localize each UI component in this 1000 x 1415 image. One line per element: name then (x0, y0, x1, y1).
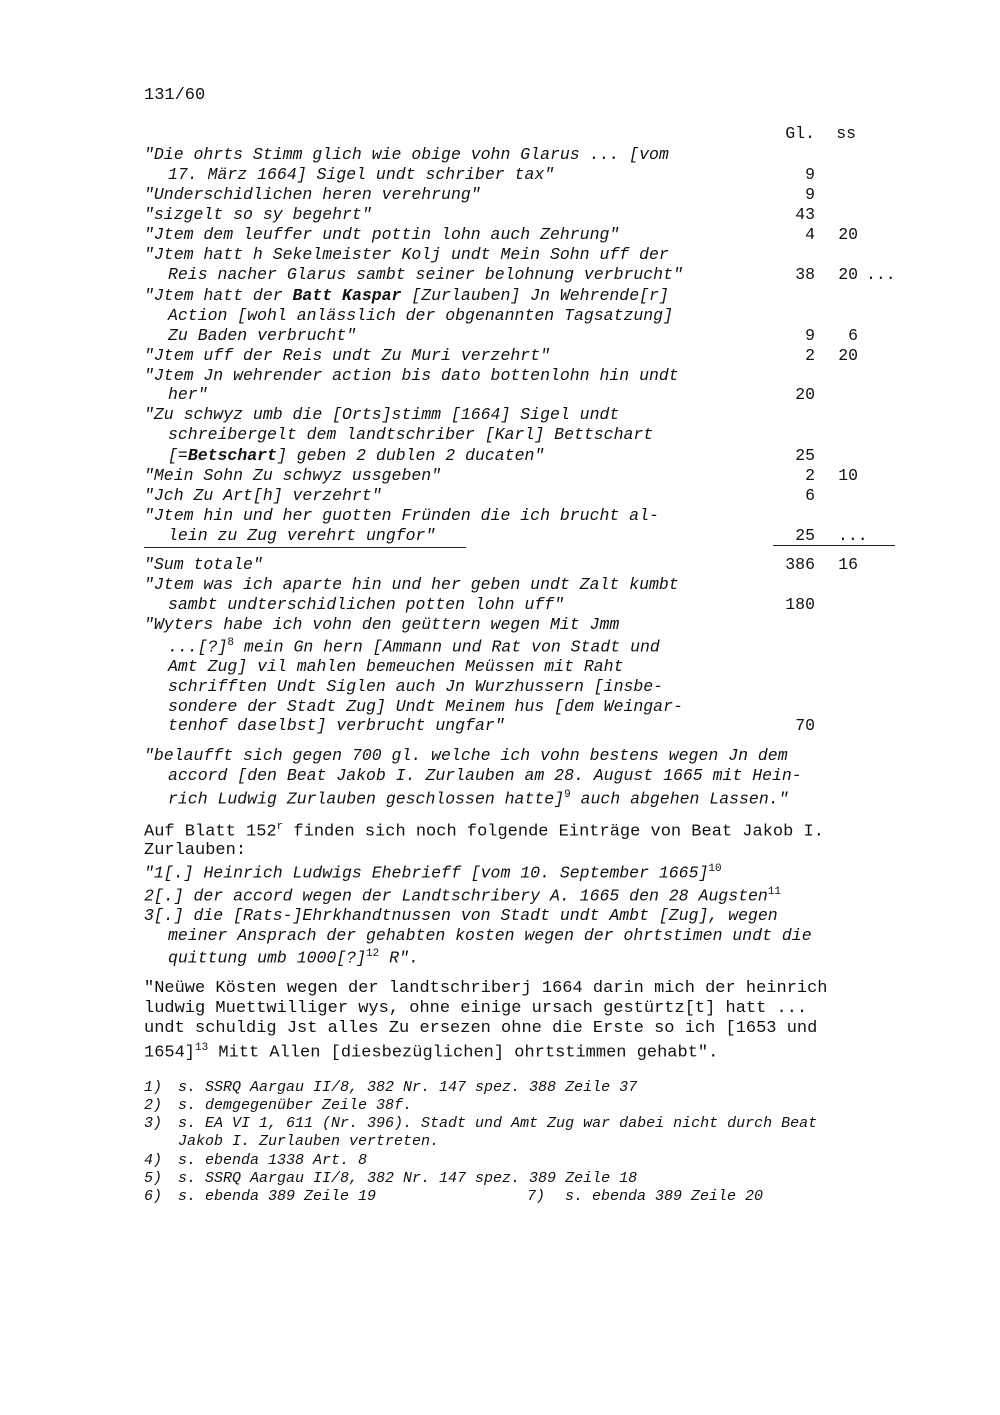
entry-line: "Jtem dem leuffer undt pottin lohn auch Zehrung" (144, 225, 620, 244)
quote-text: rich Ludwig Zurlauben geschlossen hatte] (168, 789, 565, 809)
entry-line: schreibergelt dem landtschriber [Karl] Bettschart (168, 425, 654, 444)
entry-line: schrifften Undt Siglen auch Jn Wurzhussern [insbe- (168, 677, 664, 696)
entry-text: ] geben 2 dublen 2 ducaten" (276, 446, 545, 465)
footnote-ref: 8 (227, 637, 235, 649)
footnote-ref: 11 (767, 886, 782, 898)
entry-line: "Jtem uff der Reis undt Zu Muri verzehrt" (144, 346, 550, 365)
list-item-text: quittung umb 1000[?] (168, 948, 367, 968)
sum-total-ss: 16 (838, 555, 858, 574)
quote-text: auch abgehen Lassen." (570, 789, 789, 809)
footnote-number: 6) (144, 1188, 163, 1205)
entry-line: sambt undterschidlichen potten lohn uff" (168, 595, 565, 614)
list-item-text: "1[.] Heinrich Ludwigs Ehebrieff [vom 10. September 1665] (144, 863, 709, 883)
entry-ss: 20 (838, 225, 858, 244)
entry-gl: 4 (805, 225, 815, 244)
footnote-number: 5) (144, 1170, 163, 1187)
entry-gl: 9 (805, 326, 815, 345)
footnote-number: 4) (144, 1152, 163, 1169)
footnote-number: 2) (144, 1097, 163, 1114)
superscript: r (276, 821, 284, 833)
entry-ellipsis: ... (866, 265, 896, 284)
entry-line: lein zu Zug verehrt ungfor" (168, 526, 436, 545)
list-item (144, 886, 781, 906)
entry-line: Action [wohl anlässlich der obgenannten Tagsatzung] (168, 306, 673, 325)
page-number: 131/60 (144, 86, 206, 105)
entry-gl: 9 (805, 185, 815, 204)
column-header-gl: Gl. (785, 124, 815, 143)
entry-line: Reis nacher Glarus sambt seiner belohnung verbrucht" (168, 265, 683, 284)
footnote-text: s. SSRQ Aargau II/8, 382 Nr. 147 spez. 388 Zeile 37 (178, 1079, 638, 1096)
entry-ss: 10 (838, 466, 858, 485)
entry-line: "Mein Sohn Zu schwyz ussgeben" (144, 466, 442, 485)
footnote-number: 7) (527, 1188, 546, 1205)
list-item-text: 2[.] der accord wegen der Landtschribery A. 1665 den 28 Augsten (144, 886, 768, 906)
entry-line: Zu Baden verbrucht" (168, 326, 357, 345)
footnote-text: s. demgegenüber Zeile 38f. (178, 1097, 413, 1114)
entry-gl: 6 (805, 486, 815, 505)
quote-line (168, 789, 789, 809)
paragraph-text: 1654] (144, 1043, 196, 1063)
entry-line: "Jtem was ich aparte hin und her geben undt Zalt kumbt (144, 575, 679, 594)
footnote-ref: 12 (366, 948, 380, 960)
entry-bold-name: Betschart (187, 446, 277, 465)
column-header-ss: ss (836, 124, 856, 143)
footnote-text: s. ebenda 1338 Art. 8 (178, 1152, 368, 1169)
paragraph-text: finden sich noch folgende Einträge von Beat Jakob I. (283, 822, 824, 842)
footnote-text: Jakob I. Zurlauben vertreten. (178, 1133, 440, 1150)
paragraph-line (144, 1042, 718, 1063)
paragraph-line: undt schuldig Jst alles Zu ersezen ohne die Erste so ich [1653 und (144, 1019, 818, 1038)
entry-line: Amt Zug] vil mahlen bemeuchen Meüssen mit Raht (168, 657, 624, 676)
entry-line: "Jtem hatt h Sekelmeister Kolj undt Mein Sohn uff der (144, 245, 669, 264)
paragraph-line: "Neüwe Kösten wegen der landtschriberj 1664 darin mich der heinrich (144, 979, 828, 998)
entry-line: "Jtem Jn wehrender action bis dato bottenlohn hin undt (144, 366, 679, 385)
footnote-text: s. ebenda 389 Zeile 19 (178, 1188, 377, 1205)
list-item: 3[.] die [Rats-]Ehrkhandtnussen von Stadt undt Ambt [Zug], wegen (144, 906, 778, 925)
entry-gl: 180 (785, 595, 815, 614)
entry-line (144, 286, 669, 305)
entry-line: "Underschidlichen heren verehrung" (144, 185, 481, 204)
entry-ss: 20 (838, 265, 858, 284)
paragraph-line: ludwig Muettwilliger wys, ohne einige ursach gestürtz[t] hatt ... (144, 999, 808, 1018)
footnote-text: s. ebenda 389 Zeile 20 (565, 1188, 764, 1205)
entry-gl: 2 (805, 466, 815, 485)
entry-text: [Zurlauben] Jn Wehrende[r] (401, 286, 669, 305)
paragraph-text: Auf Blatt 152 (144, 822, 277, 842)
quote-line: accord [den Beat Jakob I. Zurlauben am 28. August 1665 mit Hein- (168, 766, 802, 785)
entry-line: sondere der Stadt Zug] Undt Meinem hus [dem Weingar- (168, 697, 683, 716)
paragraph-line (144, 821, 824, 842)
entry-gl: 2 (805, 346, 815, 365)
entry-gl: 9 (805, 165, 815, 184)
footnote-text: s. SSRQ Aargau II/8, 382 Nr. 147 spez. 389 Zeile 18 (178, 1170, 638, 1187)
quote-line: "belaufft sich gegen 700 gl. welche ich vohn bestens wegen Jn dem (144, 746, 788, 765)
footnote-ref: 10 (708, 863, 722, 875)
entry-ss: 20 (838, 346, 858, 365)
paragraph-line: Zurlauben: (144, 841, 247, 860)
entry-line: "Die ohrts Stimm glich wie obige vohn Glarus ... [vom (144, 145, 669, 164)
entry-line (168, 637, 660, 657)
entry-line (168, 446, 544, 465)
sum-rule-numbers (773, 545, 895, 546)
entry-text: ...[?] (168, 637, 228, 657)
list-item (144, 863, 722, 883)
entry-gl: 43 (795, 205, 815, 224)
entry-line: "sizgelt so sy begehrt" (144, 205, 372, 224)
entry-line: "Zu schwyz umb die [Orts]stimm [1664] Sigel undt (144, 405, 620, 424)
footnote-ref: 9 (564, 789, 571, 801)
entry-line: "Jtem hin und her guotten Fründen die ich brucht al- (144, 506, 659, 525)
entry-ss: ... (838, 526, 868, 545)
entry-line: 17. März 1664] Sigel undt schriber tax" (168, 165, 555, 184)
entry-text: [= (168, 446, 188, 465)
entry-line: tenhof daselbst] verbrucht ungfar" (168, 716, 505, 735)
footnote-ref: 13 (195, 1042, 209, 1054)
entry-line: her" (168, 385, 208, 404)
entry-text: "Jtem hatt der (144, 286, 293, 305)
sum-total-label: "Sum totale" (144, 555, 263, 574)
footnote-number: 3) (144, 1115, 163, 1132)
footnote-text: s. EA VI 1, 611 (Nr. 396). Stadt und Amt Zug war dabei nicht durch Beat (178, 1115, 818, 1132)
sum-total-gl: 386 (785, 555, 815, 574)
entry-gl: 20 (795, 385, 815, 404)
entry-bold-name: Batt Kaspar (292, 286, 402, 305)
entry-gl: 70 (795, 716, 815, 735)
entry-gl: 38 (795, 265, 815, 284)
paragraph-text: Mitt Allen [diesbezüglichen] ohrtstimmen gehabt". (208, 1043, 719, 1063)
entry-gl: 25 (795, 446, 815, 465)
list-item-text: R". (379, 948, 419, 968)
entry-line: "Wyters habe ich vohn den geüttern wegen Mit Jmm (144, 615, 620, 634)
list-item-line: meiner Ansprach der gehabten kosten wegen der ohrtstimen undt die (168, 926, 812, 945)
sum-rule (144, 547, 466, 548)
entry-text: mein Gn hern [Ammann und Rat von Stadt und (234, 637, 660, 657)
entry-line: "Jch Zu Art[h] verzehrt" (144, 486, 382, 505)
entry-gl: 25 (795, 526, 815, 545)
list-item-line (168, 948, 419, 968)
entry-ss: 6 (848, 326, 858, 345)
footnote-number: 1) (144, 1079, 163, 1096)
